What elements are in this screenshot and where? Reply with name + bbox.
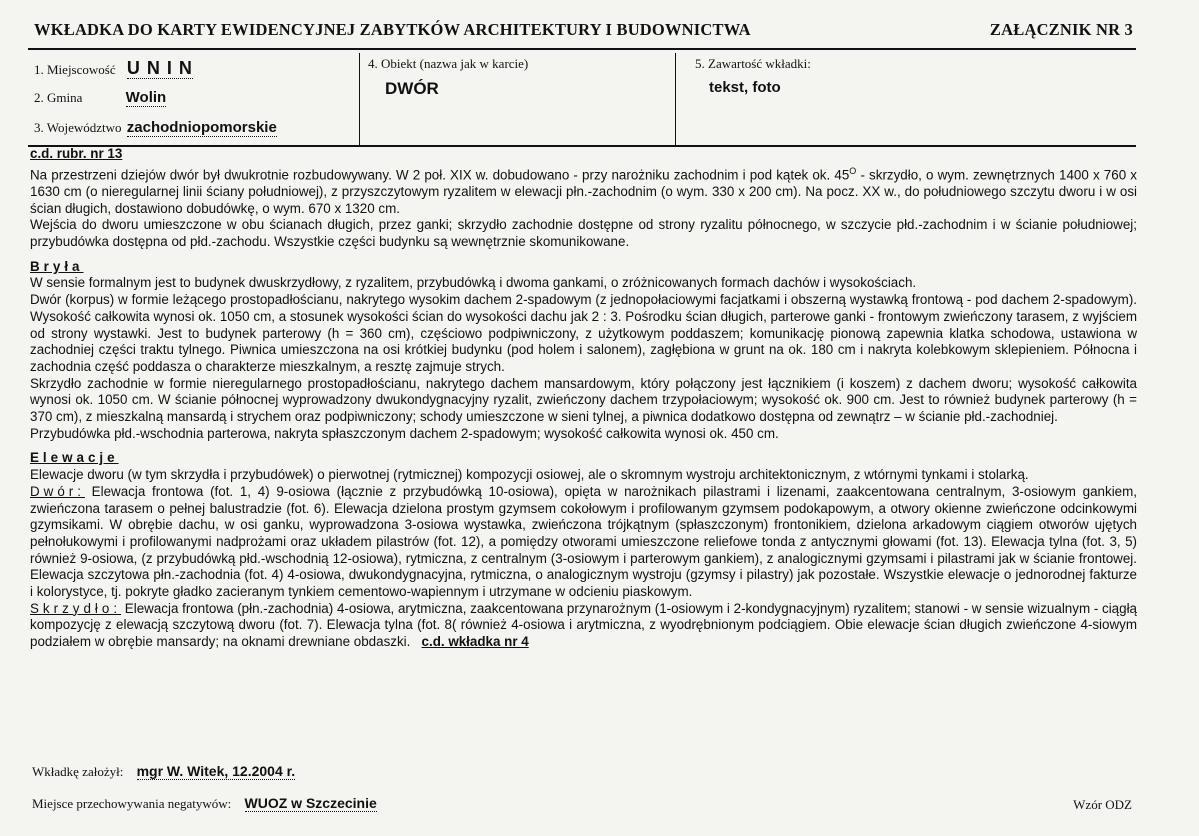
paragraph: Skrzydło: Elewacja frontowa (płn.-zachodnia) 4-osiowa, arytmiczna, zaakcentowana przynarożnym (1-osiowym i 2-kondygnacyjnym) ryzalitem; stanowi - w sensie wizualnym - ciągłą kompozycję z elewacją szczytową dworu (fot. 7). Elewacja tylna (fot. 8( również 4-osiowa i arytmiczna, z wyodrębnionym podciągiem. Obie elewacje ścian długich zwieńczone 4-siowym podziałem w obrębie mansardy; na oknami drewniane obdaszki. c.d. wkładka nr 4 [30,600,1137,650]
paragraph: Skrzydło zachodnie w formie nieregularnego prostopadłościanu, nakrytego dachem mansardowym, który połączony jest łącznikiem (i koszem) z dachem dworu; wysokość całkowita wynosi ok. 1050 cm. W ścianie północnej wyprowadzony dwukondygnacyjny ryzalit, zwieńczony dachem trzypołaciowym; wysokość ok. 900 cm. Jest to również budynek parterowy (h = 370 cm), z mieszkalną mansardą i strychem oraz podpiwniczony; schody umieszczone w sieni tylnej, a piwnica dodatkowo dostępna od zewnątrz – w ścianie płd.-zachodniej. [30,375,1137,425]
field-gmina [34,89,166,106]
field-label: 2. Gmina [34,90,83,105]
paragraph: Elewacje dworu (w tym skrzydła i przybudówek) o pierwotnej (rytmicznej) kompozycji osiowej, ale o skromnym wystroju architektonicznym, z wtórnymi tynkami i stolarką. [30,467,1029,483]
field-value: U N I N [126,58,193,78]
identification-box [28,53,1136,147]
field-label: 1. Miejscowość [34,62,116,77]
subsection-label: Dwór: [30,483,85,499]
field-obiekt-label: 4. Obiekt (nazwa jak w karcie) [368,56,529,71]
field-wojewodztwo [34,119,277,136]
form-header [34,20,1133,40]
field-value: zachodniopomorskie [126,119,277,136]
field-value: Wolin [125,89,167,106]
form-template-note: Wzór ODZ [1073,797,1132,812]
footer-author [32,763,295,780]
form-title: WKŁADKA DO KARTY EWIDENCYJNEJ ZABYTKÓW ARCHITEKTURY I BUDOWNICTWA [34,20,751,39]
attachment-number: ZAŁĄCZNIK NR 3 [989,20,1133,39]
box-divider [675,53,676,145]
footer-value: mgr W. Witek, 12.2004 r. [136,763,296,779]
document-body [30,146,1137,651]
box-divider [359,53,360,145]
footer-label: Wkładkę założył: [32,764,124,779]
section-heading: c.d. rubr. nr 13 [30,146,123,161]
header-rule [28,48,1136,50]
field-label: 3. Województwo [34,120,122,135]
field-zawartosc-label: 5. Zawartość wkładki: [695,56,811,71]
continuation-note: c.d. wkładka nr 4 [421,634,529,650]
footer-value: WUOZ w Szczecinie [244,795,377,811]
paragraph: Na przestrzeni dziejów dwór był dwukrotnie rozbudowywany. W 2 poł. XIX w. dobudowano - przy narożniku zachodnim i pod kątek ok. $45^O$ - skrzydło, o wym. zewnętrznych 1400 x 760 x 1630 cm (o nieregularnej linii ściany południowej), z przyszczytowym ryzalitem w elewacji płn.-zachodnim (o wym. 330 x 200 cm). Na pocz. XX w., do południowego szczytu dworu i w osi ścian długich, dostawiono dobudówkę, o wym. 670 x 1320 cm. [30,165,1137,216]
field-zawartosc-value: tekst, foto [709,79,781,96]
section-heading-elewacje: Elewacje [30,450,119,466]
subsection-label: Skrzydło: [30,600,122,616]
section-heading-bryla: Bryła [30,258,84,274]
field-obiekt-value: DWÓR [385,79,439,98]
paragraph: W sensie formalnym jest to budynek dwuskrzydłowy, z ryzalitem, przybudówką i dwoma gankami, o zróżnicowanych formach dachów i wysokościach. [30,275,917,291]
footer-label: Miejsce przechowywania negatywów: [32,796,232,811]
paragraph: Dwór (korpus) w formie leżącego prostopadłościanu, nakrytego wysokim dachem 2-spadowym (z jednopołaciowymi facjatkami i obszerną wystawką frontową - pod dachem 2-spadowym). Wysokość całkowita wynosi ok. 1050 cm, a stosunek wysokości ścian do wysokości dachu jak 2 : 3. Pośrodku ścian długich, parterowe ganki - frontowym zwieńczony tarasem, z wyjściem od strony wystawki. Jest to budynek parterowy (h = 360 cm), częściowo podpiwniczony, z użytkowym poddaszem; komunikację pionową zapewnia klatka schodowa, ustawiona w zachodniej części traktu tylnego. Piwnica umieszczona na osi krótkiej budynku (pod holem i salonem), zagłębiona w grunt na ok. 180 cm i nakryta kolebkowym sklepieniem. Północna i zachodnia część poddasza o charakterze mieszkalnym, a resztę zajmuje strych. [30,292,1137,374]
paragraph: Przybudówka płd.-wschodnia parterowa, nakryta spłaszczonym dachem 2-spadowym; wysokość całkowita wynosi ok. 450 cm. [30,425,779,441]
paragraph: Dwór: Elewacja frontowa (fot. 1, 4) 9-osiowa (łącznie z przybudówką 10-osiowa), opięta w narożnikach pilastrami i lizenami, zaakcentowana centralnym, 3-osiowym gankiem, zwieńczona tarasem o pełnej balustradzie (fot. 6). Elewacja dzielona prostym gzymsem cokołowym i profilowanym gzymsem podokapowym, a otwory okienne zwieńczone odcinkowymi gzymsikami. W obrębie dachu, w osi ganku, wyprowadzona 3-osiowa wystawka, zwieńczona trójkątnym (spłaszczonym) frontonikiem, dzielona arkadowym ciągiem otworów ujętych pełnołukowymi i profilowanymi nadprożami oraz układem pilastrów (fot. 12), a pomiędzy otworami umieszczone reliefowe tonda z antycznymi głowami (fot. 13). Elewacja tylna (fot. 3, 5) również 9-osiowa, (z przybudówką płd.-wschodnią 12-osiowa), rytmiczna, z centralnym (3-osiowym i parterowym gankiem), z analogicznymi gzymsami i pilastrami jak w ścianie frontowej. Elewacja szczytowa płn.-zachodnia (fot. 4) 4-osiowa, dwukondygnacyjna, rytmiczna, o analogicznym wystroju (gzymsy i pilastry) jak pozostałe. Wszystkie elewacje o jednorodnej fakturze i kolorystyce, tj. pokryte gładko zacieranym tynkiem cementowo-wapiennym i utrzymane w odcieniu piaskowym. [30,483,1137,600]
footer-negatives [32,795,377,812]
paragraph: Wejścia do dworu umieszczone w obu ścianach długich, przez ganki; skrzydło zachodnie dostępne od strony ryzalitu północnego, w szczycie płd.-zachodnim i w ścianie południowej; przybudówka dostępna od płd.-zachodu. Wszystkie części budynku są wewnętrznie skomunikowane. [30,217,1137,249]
field-miejscowosc [34,58,193,79]
